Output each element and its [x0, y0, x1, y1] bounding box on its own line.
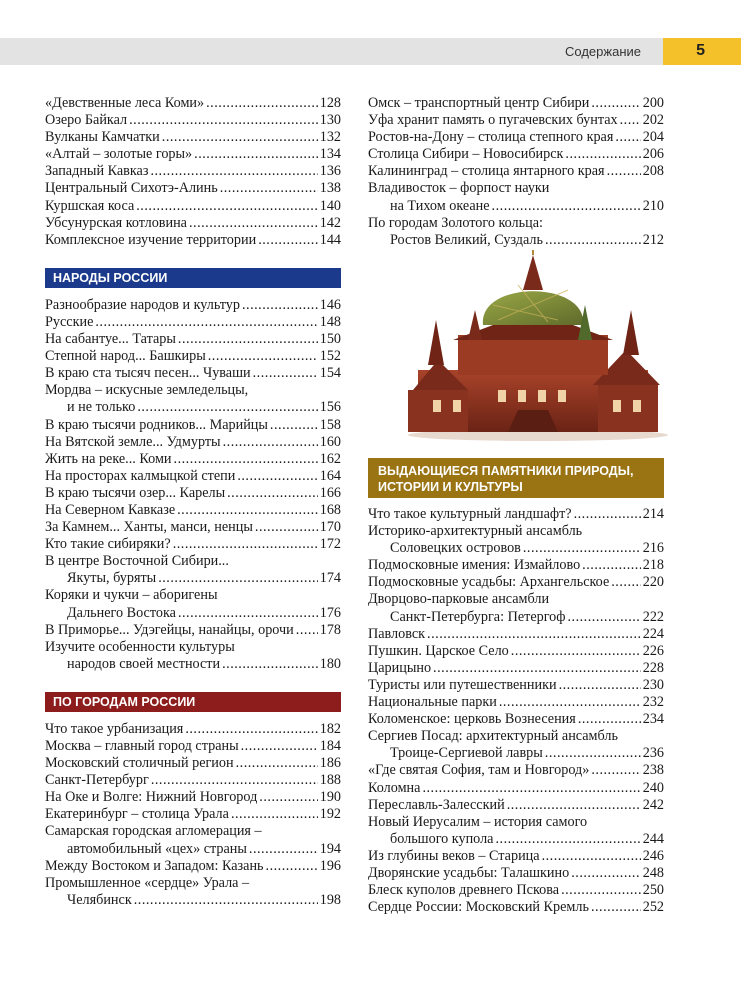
toc-entry[interactable]: На просторах калмыцкой степи ..... 164: [45, 468, 341, 485]
toc-entry[interactable]: Царицыно ..... 228: [368, 660, 664, 677]
toc-entry[interactable]: За Камнем... Ханты, манси, ненцы ..... 170: [45, 519, 341, 536]
toc-entry-line[interactable]: Дворцово-парковые ансамбли: [368, 591, 550, 608]
toc-entry[interactable]: Центральный Сихотэ-Алинь ..... 138: [45, 180, 341, 197]
toc-entry[interactable]: На сабантуе... Татары ..... 150: [45, 331, 341, 348]
toc-entry[interactable]: Что такое культурный ландшафт? ..... 214: [368, 506, 664, 523]
toc-entry-line[interactable]: Изучите особенности культуры: [45, 638, 235, 655]
toc-entry[interactable]: «Алтай – золотые горы» ..... 134: [45, 146, 341, 163]
toc-entry[interactable]: Убсунурская котловина ..... 142: [45, 215, 341, 232]
toc-group-peoples: [45, 297, 341, 673]
toc-group-cities: [45, 721, 341, 909]
left-column: [45, 95, 341, 909]
toc-entry[interactable]: Коломна ..... 240: [368, 780, 664, 797]
toc-entry[interactable]: Подмосковные имения: Измайлово ..... 218: [368, 557, 664, 574]
wooden-palace-icon: [398, 250, 668, 442]
toc-entry[interactable]: Дальнего Востока ..... 176: [45, 605, 341, 622]
toc-entry[interactable]: Коломенское: церковь Вознесения ..... 234: [368, 711, 664, 728]
toc-entry[interactable]: Ростов Великий, Суздаль ..... 212: [368, 232, 664, 249]
toc-entry[interactable]: В краю тысячи озер... Карелы ..... 166: [45, 485, 341, 502]
toc-entry[interactable]: Екатеринбург – столица Урала ..... 192: [45, 806, 341, 823]
toc-entry[interactable]: Озеро Байкал ..... 130: [45, 112, 341, 129]
toc-entry[interactable]: Вулканы Камчатки ..... 132: [45, 129, 341, 146]
toc-entry[interactable]: Переславль-Залесский ..... 242: [368, 797, 664, 814]
section-header-peoples: НАРОДЫ РОССИИ: [45, 268, 341, 288]
toc-entry[interactable]: Сердце России: Московский Кремль ..... 252: [368, 899, 664, 916]
toc-entry-line[interactable]: Сергиев Посад: архитектурный ансамбль: [368, 728, 618, 745]
toc-entry[interactable]: «Девственные леса Коми» ..... 128: [45, 95, 341, 112]
toc-entry[interactable]: Дворянские усадьбы: Талашкино ..... 248: [368, 865, 664, 882]
toc-entry[interactable]: Комплексное изучение территории ..... 144: [45, 232, 341, 249]
toc-entry[interactable]: Омск – транспортный центр Сибири ..... 200: [368, 95, 664, 112]
section-header-monuments: [368, 458, 664, 498]
toc-entry[interactable]: Национальные парки ..... 232: [368, 694, 664, 711]
toc-entry[interactable]: Кто такие сибиряки? ..... 172: [45, 536, 341, 553]
toc-entry[interactable]: и не только ..... 156: [45, 399, 341, 416]
toc-entry-line[interactable]: В центре Восточной Сибири...: [45, 553, 229, 570]
toc-entry[interactable]: В краю ста тысяч песен... Чуваши ..... 154: [45, 365, 341, 382]
section-label: Содержание: [565, 44, 641, 59]
page-number: 5: [696, 42, 705, 59]
toc-entry[interactable]: народов своей местности ..... 180: [45, 656, 341, 673]
toc-entry-line[interactable]: Новый Иерусалим – история самого: [368, 813, 588, 830]
toc-entry[interactable]: Подмосковные усадьбы: Архангельское ..... 220: [368, 574, 664, 591]
toc-entry-line[interactable]: Мордва – искусные земледельцы,: [45, 382, 249, 399]
toc-group-nature: [45, 95, 341, 249]
toc-entry[interactable]: На Оке и Волге: Нижний Новгород ..... 190: [45, 789, 341, 806]
toc-entry[interactable]: Санкт-Петербурга: Петергоф ..... 222: [368, 609, 664, 626]
toc-entry[interactable]: На Вятской земле... Удмурты ..... 160: [45, 434, 341, 451]
toc-entry-line[interactable]: Историко-архитектурный ансамбль: [368, 523, 583, 540]
toc-entry[interactable]: Жить на реке... Коми ..... 162: [45, 451, 341, 468]
toc-entry[interactable]: Челябинск ..... 198: [45, 892, 341, 909]
toc-entry[interactable]: Московский столичный регион ..... 186: [45, 755, 341, 772]
toc-entry[interactable]: Калининград – столица янтарного края ..... 208: [368, 163, 664, 180]
toc-entry[interactable]: большого купола ..... 244: [368, 831, 664, 848]
toc-entry[interactable]: В краю тысячи родников... Марийцы ..... 158: [45, 417, 341, 434]
toc-entry[interactable]: Между Востоком и Западом: Казань ..... 196: [45, 858, 341, 875]
section-header-monuments-line1: ВЫДАЮЩИЕСЯ ПАМЯТНИКИ ПРИРОДЫ,: [378, 464, 634, 478]
toc-entry[interactable]: Блеск куполов древнего Пскова ..... 250: [368, 882, 664, 899]
toc-entry[interactable]: Уфа хранит память о пугачевских бунтах ..... 202: [368, 112, 664, 129]
toc-entry[interactable]: Куршская коса ..... 140: [45, 198, 341, 215]
right-column-bottom: [368, 458, 664, 916]
toc-entry[interactable]: На Северном Кавказе ..... 168: [45, 502, 341, 519]
toc-entry-line[interactable]: Самарская городская агломерация –: [45, 823, 262, 840]
toc-entry-line[interactable]: По городам Золотого кольца:: [368, 214, 543, 231]
section-header-monuments-line2: ИСТОРИИ И КУЛЬТУРЫ: [378, 480, 523, 494]
toc-entry[interactable]: В Приморье... Удэгейцы, нанайцы, орочи ..... 178: [45, 622, 341, 639]
toc-entry[interactable]: Западный Кавказ ..... 136: [45, 163, 341, 180]
toc-entry[interactable]: Русские ..... 148: [45, 314, 341, 331]
right-column-top: [368, 95, 664, 249]
toc-entry[interactable]: на Тихом океане ..... 210: [368, 198, 664, 215]
toc-entry[interactable]: Москва – главный город страны ..... 184: [45, 738, 341, 755]
toc-entry[interactable]: Якуты, буряты ..... 174: [45, 570, 341, 587]
section-header-cities: ПО ГОРОДАМ РОССИИ: [45, 692, 341, 712]
toc-entry[interactable]: автомобильный «цех» страны ..... 194: [45, 841, 341, 858]
toc-entry-line[interactable]: Промышленное «сердце» Урала –: [45, 874, 250, 891]
toc-entry[interactable]: Троице-Сергиевой лавры ..... 236: [368, 745, 664, 762]
toc-entry[interactable]: Санкт-Петербург ..... 188: [45, 772, 341, 789]
toc-entry[interactable]: Степной народ... Башкиры ..... 152: [45, 348, 341, 365]
toc-entry[interactable]: Ростов-на-Дону – столица степного края ..... 204: [368, 129, 664, 146]
toc-entry[interactable]: Соловецких островов ..... 216: [368, 540, 664, 557]
toc-entry[interactable]: Что такое урбанизация ..... 182: [45, 721, 341, 738]
toc-entry[interactable]: Из глубины веков – Старица ..... 246: [368, 848, 664, 865]
toc-entry[interactable]: Разнообразие народов и культур ..... 146: [45, 297, 341, 314]
toc-entry[interactable]: «Где святая София, там и Новгород» ..... 238: [368, 762, 664, 779]
toc-entry[interactable]: Пушкин. Царское Село ..... 226: [368, 643, 664, 660]
toc-entry[interactable]: Столица Сибири – Новосибирск ..... 206: [368, 146, 664, 163]
toc-entry[interactable]: Павловск ..... 224: [368, 626, 664, 643]
toc-entry[interactable]: Туристы или путешественники ..... 230: [368, 677, 664, 694]
toc-entry-line[interactable]: Владивосток – форпост науки: [368, 180, 550, 197]
toc-entry-line[interactable]: Коряки и чукчи – аборигены: [45, 587, 218, 604]
